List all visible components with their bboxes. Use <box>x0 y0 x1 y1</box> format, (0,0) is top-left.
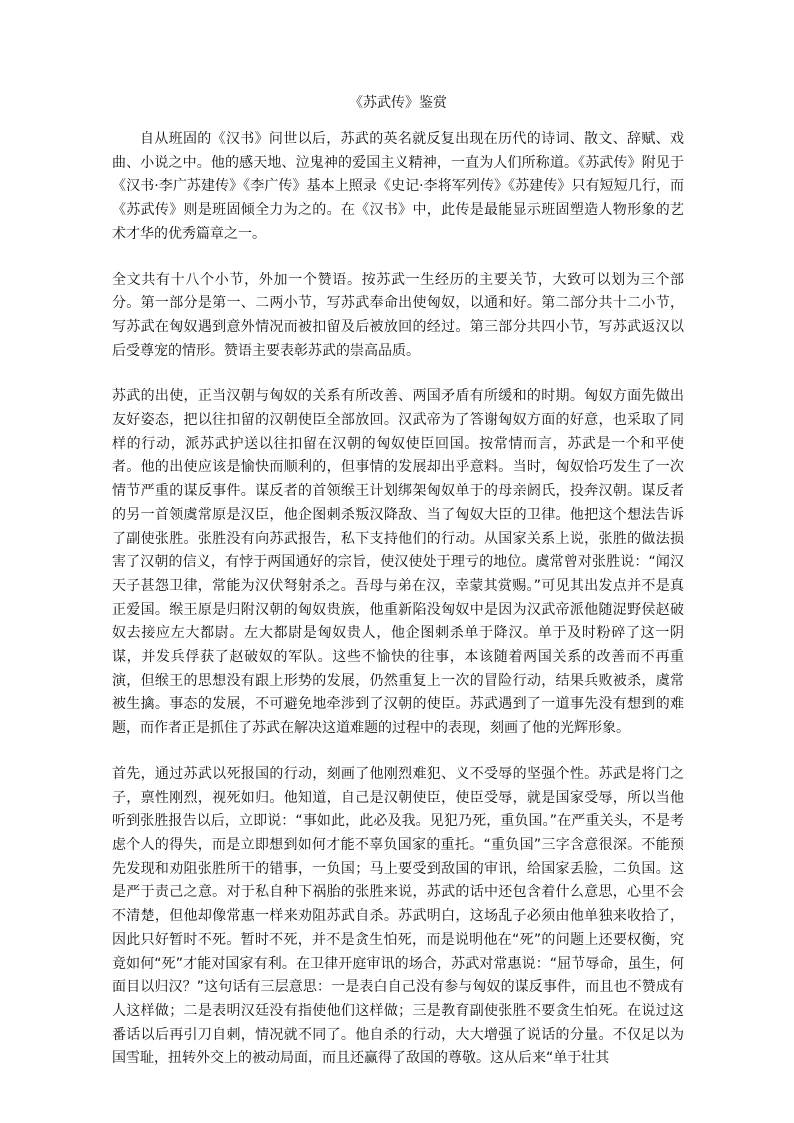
paragraph-intro: 自从班固的《汉书》问世以后，苏武的英名就反复出现在历代的诗词、散文、辞赋、戏曲、小说之中。他的感天地、泣鬼神的爱国主义精神，一直为人们所称道。《苏武传》附见于《汉书·李广苏建传》《李广传》基本上照录《史记·李将军列传》《苏建传》只有短短几行，而《苏武传》则是班固倾全力为之的。在《汉书》中，此传是最能显示班固塑造人物形象的艺术才华的优秀篇章之一。 <box>112 131 684 242</box>
paragraph-structure: 全文共有十八个小节，外加一个赞语。按苏武一生经历的主要关节，大致可以划为三个部分。第一部分是第一、二两小节，写苏武奉命出使匈奴，以通和好。第二部分共十二小节，写苏武在匈奴遇到意外情况而被扣留及后被放回的经过。第三部分共四小节，写苏武返汉以后受尊宠的情形。赞语主要表彰苏武的崇高品质。 <box>112 271 684 359</box>
document-title: 《苏武传》鉴赏 <box>349 95 447 111</box>
paragraph-background: 苏武的出使，正当汉朝与匈奴的关系有所改善、两国矛盾有所缓和的时期。匈奴方面先做出友好姿态，把以往扣留的汉朝使臣全部放回。汉武帝为了答谢匈奴方面的好意，也采取了同样的行动，派苏武护送以往扣留在汉朝的匈奴使臣回国。按常情而言，苏武是一个和平使者。他的出使应该是愉快而顺利的，但事情的发展却出乎意料。当时，匈奴恰巧发生了一次情节严重的谋反事件。谋反者的首领缑王计划绑架匈奴单于的母亲阏氏，投奔汉朝。谋反者的另一首领虞常原是汉臣，他企图刺杀叛汉降敌、当了匈奴大臣的卫律。他把这个想法告诉了副使张胜。张胜没有向苏武报告，私下支持他们的行动。从国家关系上说，张胜的做法损害了汉朝的信义，有悖于两国通好的宗旨，使汉使处于理亏的地位。虞常曾对张胜说：“闻汉天子甚怨卫律，常能为汉伏弩射杀之。吾母与弟在汉，幸蒙其赏赐。”可见其出发点并不是真正爱国。缑王原是归附汉朝的匈奴贵族，他重新陷没匈奴中是因为汉武帝派他随浞野侯赵破奴去接应左大都尉。左大都尉是匈奴贵人，他企图刺杀单于降汉。单于及时粉碎了这一阴谋，并发兵俘获了赵破奴的军队。这些不愉快的往事，本该随着两国关系的改善而不再重演，但缑王的思想没有跟上形势的发展，仍然重复上一次的冒险行动，结果兵败被杀，虞常被生擒。事态的发展，不可避免地牵涉到了汉朝的使臣。苏武遇到了一道事先没有想到的难题，而作者正是抓住了苏武在解决这道难题的过程中的表现，刻画了他的光辉形象。 <box>112 388 684 737</box>
document-page <box>112 92 684 1071</box>
paragraph-analysis: 首先，通过苏武以死报国的行动，刻画了他刚烈难犯、义不受辱的坚强个性。苏武是将门之子，禀性刚烈，视死如归。他知道，自己是汉朝使臣，使臣受辱，就是国家受辱，所以当他听到张胜报告以后，立即说：“事如此，此必及我。见犯乃死，重负国。”在严重关头，不是考虑个人的得失，而是立即想到如何才能不辜负国家的重托。“重负国”三字含意很深。不能预先发现和劝阻张胜所干的错事，一负国；马上要受到敌国的审讯，给国家丢脸，二负国。这是严于责己之意。对于私自种下祸胎的张胜来说，苏武的话中还包含着什么意思，心里不会不清楚，但他却像常惠一样来劝阻苏武自杀。苏武明白，这场乱子必须由他单独来收拾了，因此只好暂时不死。暂时不死，并不是贪生怕死，而是说明他在“死”的问题上还要权衡，究竟如何“死”才能对国家有利。在卫律开庭审讯的场合，苏武对常惠说：“屈节辱命，虽生，何面目以归汉？”这句话有三层意思：一是表白自己没有参与匈奴的谋反事件，而且也不赞成有人这样做；二是表明汉廷没有指使他们这样做；三是教育副使张胜不要贪生怕死。在说过这番话以后再引刀自刺，情况就不同了。他自杀的行动，大大增强了说话的分量。不仅足以为国雪耻，扭转外交上的被动局面，而且还赢得了敌国的尊敬。这从后来“单于壮其 <box>112 765 684 1067</box>
